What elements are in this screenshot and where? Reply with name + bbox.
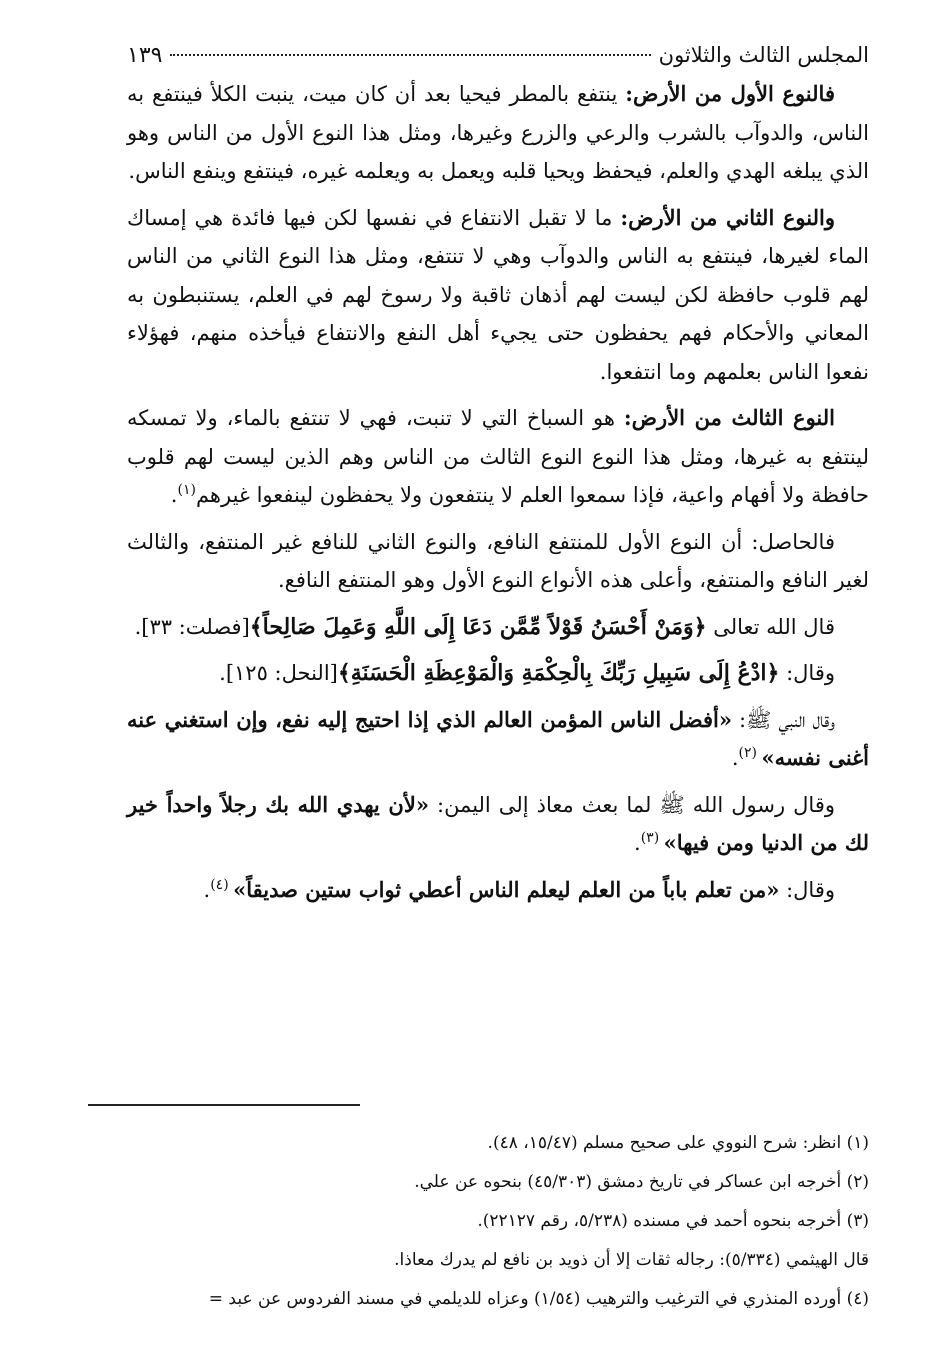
paragraph-intro: قال الله تعالى <box>706 614 835 639</box>
paragraph-text: ينتفع بالمطر فيحيا بعد أن كان ميت، ينبت الكلأ فينتفع به الناس، والدوآب بالشرب والرعي والزرع وغيرها، ومثل هذا النوع الأول من الناس وهو الذي يبلغه الهدي والعلم، فيحفظ ويحيا قلبه ويعمل به ويعلمه غيره، فينتفع وينفع الناس. <box>127 82 869 183</box>
paragraph-third-type <box>127 399 869 515</box>
verse-reference: [فصلت: ٣٣]. <box>134 614 250 639</box>
footnote-marker[interactable]: (٤) <box>210 876 234 893</box>
paragraph-lead: النوع الثالث من الأرض: <box>623 405 835 430</box>
dotted-leader <box>170 54 650 56</box>
footnote-2: (٢) أخرجه ابن عساكر في تاريخ دمشق (٤٥/٣٠٣) بنحوه عن علي. <box>414 1172 869 1192</box>
footnotes <box>127 1124 869 1319</box>
footnote-4: (٤) أورده المنذري في الترغيب والترهيب (١/٥٤) وعزاه للديلمي في مسند الفردوس عن عبد = <box>208 1289 869 1309</box>
footnote-marker[interactable]: (١) <box>177 482 196 498</box>
footnote-marker[interactable]: (٣) <box>640 830 664 846</box>
footnote-separator <box>88 1104 360 1106</box>
paragraph-tail: . <box>203 877 211 902</box>
paragraph-lead: والنوع الثاني من الأرض: <box>620 204 835 230</box>
footnote-1: (١) انظر: شرح النووي على صحيح مسلم (١٥/٤٧، ٤٨). <box>487 1133 869 1153</box>
chapter-title: المجلس الثالث والثلاثون <box>658 43 869 67</box>
paragraph-tail: . <box>731 746 739 770</box>
footnote-marker[interactable]: (٢) <box>738 745 762 761</box>
paragraph-first-type <box>127 75 869 191</box>
hadith-text: «لأن يهدي الله بك رجلاً واحداً خير لك من الدنيا ومن فيها» <box>127 791 869 855</box>
paragraph-intro: وقال: <box>779 877 835 902</box>
paragraph-intro: وقال النبي ﷺ: <box>731 707 835 732</box>
quran-verse: ﴿وَمَنْ أَحْسَنُ قَوْلاً مِّمَّن دَعَا إِلَى اللَّهِ وَعَمِلَ صَالِحاً﴾ <box>249 613 707 640</box>
footnote-3-note: قال الهيثمي (٥/٣٣٤): رجاله ثقات إلا أن ذويد بن نافع لم يدرك معاذا. <box>394 1250 869 1270</box>
paragraph-hadith-3 <box>127 871 869 910</box>
running-header <box>127 40 869 71</box>
paragraph-hadith-1 <box>127 701 869 778</box>
paragraph-quran-nahl <box>127 654 869 693</box>
paragraph-text: فالحاصل: أن النوع الأول للمنتفع النافع، والنوع الثاني للنافع غير المنتفع، والثالث لغير النافع والمنتفع، وأعلى هذه الأنواع النوع الأول وهو المنتفع النافع. <box>127 529 869 592</box>
paragraph-text: هو السباخ التي لا تنبت، فهي لا تنتفع بالماء، ولا تمسكه لينتفع به غيرها، ومثل هذا النوع النوع الثالث من الناس وهم الذين ليست لهم قلوب حافظة ولا أفهام واعية، فإذا سمعوا العلم لا ينتفعون ولا يحفظون لينفعوا غيرهم <box>127 406 869 507</box>
paragraph-second-type <box>127 199 869 392</box>
paragraph-hadith-2 <box>127 786 869 863</box>
hadith-text: «من تعلم باباً من العلم ليعلم الناس أعطي ثواب ستين صديقاً» <box>233 876 780 902</box>
paragraph-quran-fussilat <box>127 608 869 647</box>
page-number: ١٣٩ <box>127 43 163 68</box>
paragraph-tail: . <box>170 483 178 507</box>
paragraph-summary <box>127 523 869 600</box>
paragraph-intro: وقال رسول الله ﷺ لما بعث معاذ إلى اليمن: <box>428 792 836 817</box>
paragraph-tail: . <box>634 831 641 855</box>
hadith-text: «أفضل الناس المؤمن العالم الذي إذا احتيج إليه نفع، وإن استغني عنه أغنى نفسه» <box>127 706 869 770</box>
paragraph-intro: وقال: <box>779 661 835 685</box>
page-body <box>127 40 869 917</box>
verse-reference: [النحل: ١٢٥]. <box>219 661 338 685</box>
footnote-3: (٣) أخرجه بنحوه أحمد في مسنده (٥/٢٣٨، رقم ٢٢١٢٧). <box>477 1211 869 1231</box>
paragraph-lead: فالنوع الأول من الأرض: <box>625 81 835 106</box>
paragraph-text: ما لا تقبل الانتفاع في نفسها لكن فيها فائدة هي إمساك الماء لغيرها، فينتفع به الناس والدوآب وهي لا تنتفع، ومثل هذا النوع الثاني من الناس لهم قلوب حافظة لكن ليست لهم أذهان ثاقبة ولا رسوخ لهم في العلم، يستنبطون به المعاني والأحكام فهم يحفظون حتى يجيء أهل النفع والانتفاع فيأخذه منهم، فهؤلاء نفعوا الناس بعلمهم وما انتفعوا. <box>127 205 869 384</box>
quran-verse: ﴿ادْعُ إِلَى سَبِيلِ رَبِّكَ بِالْحِكْمَةِ وَالْمَوْعِظَةِ الْحَسَنَةِ﴾ <box>337 660 780 686</box>
